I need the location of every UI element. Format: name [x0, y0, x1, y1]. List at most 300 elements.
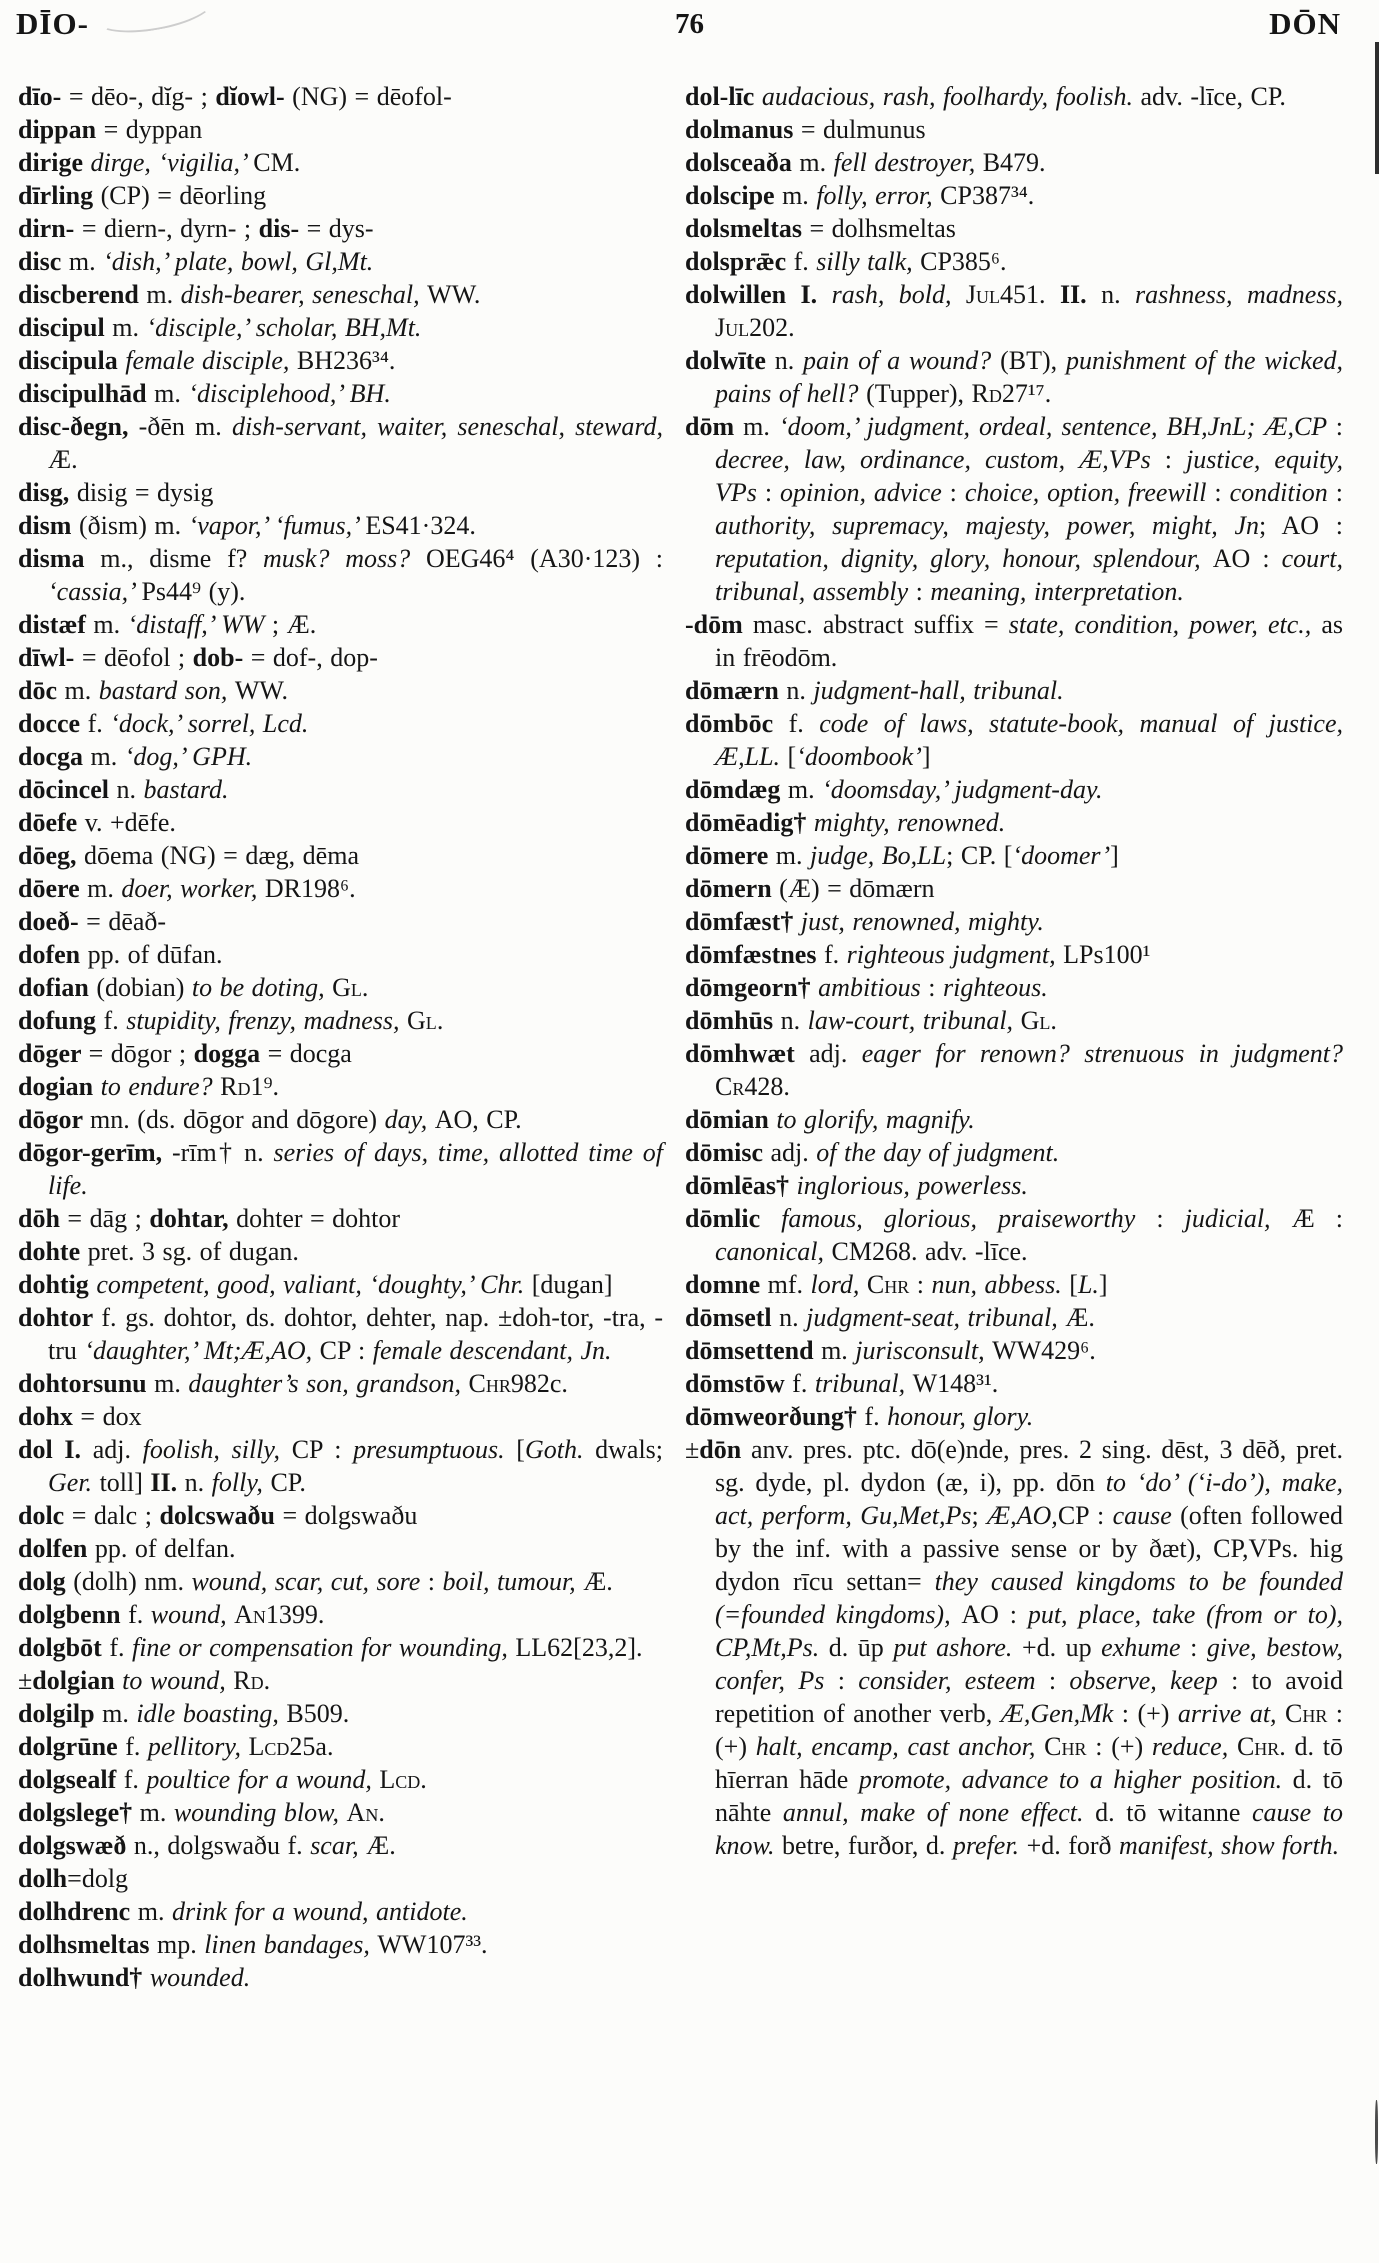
- entry-segment: n.: [1101, 280, 1136, 309]
- entry-segment: dolgsealf: [18, 1765, 124, 1794]
- entry-segment: WW.: [427, 280, 481, 309]
- entry-segment: linen bandages,: [204, 1930, 378, 1959]
- entry-segment: = dalc ;: [71, 1501, 160, 1530]
- entry-segment: to endure?: [100, 1072, 221, 1101]
- entry-segment: n.: [779, 1303, 807, 1332]
- dictionary-entry: [685, 410, 1343, 608]
- entry-segment: dolscipe: [685, 181, 783, 210]
- entry-segment: Jul: [965, 280, 1001, 309]
- entry-segment: CP :: [1057, 1501, 1113, 1530]
- entry-segment: dōmisc: [685, 1138, 771, 1167]
- dictionary-entry: [18, 707, 663, 740]
- entry-segment: dolgilp: [18, 1699, 103, 1728]
- entry-segment: as in frēodōm.: [715, 610, 1343, 672]
- entry-segment: m.: [154, 379, 189, 408]
- entry-segment: dōmstōw: [685, 1369, 793, 1398]
- entry-segment: dirge, ‘vigilia,’: [90, 148, 254, 177]
- dictionary-entry: [18, 905, 663, 938]
- entry-segment: dolgswæð: [18, 1831, 134, 1860]
- entry-segment: (Tupper),: [866, 379, 972, 408]
- dictionary-entry: [18, 1895, 663, 1928]
- entry-segment: wound, scar, cut, sore: [191, 1567, 428, 1596]
- entry-segment: reputation, dignity, glory, honour, splendour,: [715, 544, 1213, 573]
- dictionary-entry: [18, 1598, 663, 1631]
- entry-segment: jurisconsult,: [855, 1336, 993, 1365]
- entry-segment: folly, error,: [816, 181, 941, 210]
- entry-segment: dism: [18, 511, 79, 540]
- dictionary-entry: [18, 1235, 663, 1268]
- text-columns: [18, 80, 1343, 1994]
- entry-segment: give, bestow, confer, Ps: [715, 1633, 1343, 1695]
- dictionary-entry: [685, 1004, 1343, 1037]
- entry-segment: :: [1190, 1633, 1207, 1662]
- dictionary-entry: [685, 938, 1343, 971]
- dictionary-entry: [18, 1136, 663, 1202]
- entry-segment: (dolh) nm.: [73, 1567, 192, 1596]
- entry-segment: n.: [780, 1006, 808, 1035]
- entry-segment: f.: [123, 1765, 147, 1794]
- dictionary-entry: [685, 344, 1343, 410]
- dictionary-entry: [685, 872, 1343, 905]
- entry-segment: dōmhwæt: [685, 1039, 810, 1068]
- entry-segment: wound,: [150, 1600, 235, 1629]
- entry-segment: distæf: [18, 610, 94, 639]
- entry-segment: Rd: [233, 1666, 264, 1695]
- dictionary-entry: [685, 1433, 1343, 1862]
- entry-segment: n.: [116, 775, 144, 804]
- entry-segment: W148³¹.: [912, 1369, 999, 1398]
- entry-segment: domne: [685, 1270, 768, 1299]
- entry-segment: dolhdrenc: [18, 1897, 138, 1926]
- entry-segment: dofen: [18, 940, 88, 969]
- dictionary-entry: [18, 1829, 663, 1862]
- entry-segment: v. +dēfe.: [84, 808, 176, 837]
- dictionary-entry: [18, 1862, 663, 1895]
- right-column: [685, 80, 1343, 1994]
- entry-segment: f.: [128, 1600, 151, 1629]
- entry-segment: ]: [1110, 841, 1119, 870]
- entry-segment: annul, make of none effect.: [782, 1798, 1096, 1827]
- dictionary-entry: [685, 707, 1343, 773]
- dictionary-entry: [685, 1103, 1343, 1136]
- entry-segment: mighty, renowned.: [813, 808, 1006, 837]
- entry-segment: dirige: [18, 148, 91, 177]
- scan-edge-artifact-top: [1375, 42, 1379, 174]
- entry-segment: L.: [1077, 1270, 1099, 1299]
- entry-segment: ‘disciplehood,’ BH.: [188, 379, 391, 408]
- entry-segment: Æ,Gen,Mk: [1000, 1699, 1122, 1728]
- entry-segment: rash, bold,: [831, 280, 966, 309]
- entry-segment: AO :: [1212, 544, 1282, 573]
- entry-segment: dōm: [685, 412, 744, 441]
- entry-segment: m.: [799, 148, 834, 177]
- entry-segment: musk? moss?: [263, 544, 426, 573]
- entry-segment: II.: [150, 1468, 185, 1497]
- dictionary-entry: [18, 1202, 663, 1235]
- entry-segment: court, tribunal, assembly: [715, 544, 1343, 606]
- page-number: 76: [675, 8, 704, 40]
- dictionary-entry: [18, 1433, 663, 1499]
- entry-segment: d. ūp: [828, 1633, 894, 1662]
- entry-segment: n., dolgswaðu f.: [133, 1831, 311, 1860]
- entry-segment: = dēofol ;: [81, 643, 193, 672]
- entry-segment: (CP) = dēorling: [100, 181, 267, 210]
- entry-segment: inglorious, powerless.: [796, 1171, 1028, 1200]
- entry-segment: Æ,AO,: [987, 1501, 1058, 1530]
- entry-segment: = dōgor ;: [88, 1039, 194, 1068]
- entry-segment: dōn: [699, 1435, 751, 1464]
- entry-segment: dolgslege†: [18, 1798, 140, 1827]
- dictionary-entry: [18, 245, 663, 278]
- dictionary-entry: [18, 1763, 663, 1796]
- dictionary-entry: [685, 1268, 1343, 1301]
- entry-segment: dofian: [18, 973, 97, 1002]
- entry-segment: ‘doombook’: [796, 742, 922, 771]
- entry-segment: m.: [64, 676, 99, 705]
- entry-segment: ‘vapor,’ ‘fumus,’: [188, 511, 366, 540]
- entry-segment: 25a.: [289, 1732, 334, 1761]
- entry-segment: doeð-: [18, 907, 87, 936]
- entry-segment: m.: [787, 775, 823, 804]
- entry-segment: dolsprǣc: [685, 247, 794, 276]
- dictionary-entry: [18, 641, 663, 674]
- entry-segment: disg,: [18, 478, 77, 507]
- dictionary-entry: [18, 938, 663, 971]
- entry-segment: observe, keep: [1069, 1666, 1232, 1695]
- dictionary-entry: [18, 1499, 663, 1532]
- entry-segment: dolmanus: [685, 115, 801, 144]
- entry-segment: 451.: [1000, 280, 1060, 309]
- entry-segment: = dēað-: [86, 907, 167, 936]
- entry-segment: Ger.: [48, 1468, 100, 1497]
- dictionary-entry: [18, 1103, 663, 1136]
- entry-segment: f.: [87, 709, 111, 738]
- entry-segment: condition: [1229, 478, 1336, 507]
- entry-segment: nun, abbess.: [931, 1270, 1070, 1299]
- dictionary-entry: [685, 608, 1343, 674]
- dictionary-entry: [18, 1697, 663, 1730]
- entry-segment: ; CP. [: [946, 841, 1013, 870]
- entry-segment: dogian: [18, 1072, 101, 1101]
- entry-segment: dol I.: [18, 1435, 93, 1464]
- entry-segment: = diern-, dyrn- ;: [81, 214, 259, 243]
- entry-segment: bastard son,: [98, 676, 235, 705]
- entry-segment: dolgbenn: [18, 1600, 129, 1629]
- entry-segment: law-court, tribunal,: [807, 1006, 1021, 1035]
- dictionary-entry: [18, 410, 663, 476]
- entry-segment: silly talk,: [816, 247, 921, 276]
- entry-segment: doer, worker,: [121, 874, 265, 903]
- entry-segment: :: [1214, 478, 1230, 507]
- entry-segment: disc-ðegn,: [18, 412, 139, 441]
- entry-segment: -rīm† n.: [171, 1138, 274, 1167]
- entry-segment: famous, glorious, praiseworthy: [781, 1204, 1157, 1233]
- left-column: [18, 80, 663, 1994]
- entry-segment: -ðēn m.: [138, 412, 232, 441]
- dictionary-entry: [685, 146, 1343, 179]
- entry-segment: dōgor-gerīm,: [18, 1138, 172, 1167]
- entry-segment: dogga: [193, 1039, 268, 1068]
- entry-segment: dōmærn: [685, 676, 787, 705]
- entry-segment: :: [427, 1567, 443, 1596]
- entry-segment: dob-: [192, 643, 251, 672]
- entry-segment: dolsmeltas: [685, 214, 810, 243]
- entry-segment: of the day of judgment.: [816, 1138, 1060, 1167]
- entry-segment: stupidity, frenzy, madness,: [126, 1006, 408, 1035]
- entry-segment: dis-: [258, 214, 307, 243]
- entry-segment: ; Æ.: [264, 610, 317, 639]
- entry-segment: dolfen: [18, 1534, 95, 1563]
- entry-segment: dolcswaðu: [159, 1501, 283, 1530]
- entry-segment: : (+): [1086, 1732, 1152, 1761]
- entry-segment: ‘daughter,’ Mt;Æ,AO,: [84, 1336, 320, 1365]
- entry-segment: Æ.: [366, 1831, 396, 1860]
- entry-segment: f.: [792, 1369, 815, 1398]
- entry-segment: .: [378, 1798, 385, 1827]
- entry-segment: Goth.: [524, 1435, 596, 1464]
- entry-segment: dolh: [18, 1864, 68, 1893]
- entry-segment: dōmsetl: [685, 1303, 780, 1332]
- entry-segment: betre, furðor, d.: [781, 1831, 953, 1860]
- entry-segment: dolgrūne: [18, 1732, 126, 1761]
- entry-segment: OEG46⁴ (A30·123) :: [426, 544, 663, 573]
- entry-segment: foolish, silly,: [142, 1435, 292, 1464]
- entry-segment: dōema (NG) = dæg, dēma: [84, 841, 359, 870]
- dictionary-entry: [18, 872, 663, 905]
- entry-segment: .: [420, 1765, 427, 1794]
- dictionary-entry: [685, 80, 1343, 113]
- entry-segment: ±: [685, 1435, 700, 1464]
- entry-segment: = dof-, dop-: [250, 643, 378, 672]
- entry-segment: wounded.: [149, 1963, 251, 1992]
- entry-segment: dīo-: [18, 82, 69, 111]
- entry-segment: dōmlic: [685, 1204, 782, 1233]
- entry-segment: Chr: [1044, 1732, 1087, 1761]
- entry-segment: anv. pres. ptc. dō(e)nde, pres. 2 sing. dēst, 3 dēð, pret. sg. dyde, pl. dydon (æ, i), pp. dōn: [715, 1435, 1343, 1497]
- dictionary-entry: [18, 806, 663, 839]
- entry-segment: dolwillen I.: [685, 280, 832, 309]
- entry-segment: dirn-: [18, 214, 82, 243]
- entry-segment: dōmern: [685, 874, 780, 903]
- entry-segment: dolc: [18, 1501, 72, 1530]
- dictionary-entry: [685, 773, 1343, 806]
- entry-segment: :: [1164, 445, 1186, 474]
- entry-segment: dōmfæstnes: [685, 940, 824, 969]
- entry-segment: ]: [1098, 1270, 1108, 1299]
- entry-segment: Gl: [1020, 1006, 1051, 1035]
- entry-segment: :: [1335, 412, 1343, 441]
- entry-segment: dippan: [18, 115, 104, 144]
- dictionary-entry: [18, 1730, 663, 1763]
- entry-segment: [: [1069, 1270, 1078, 1299]
- entry-segment: rashness, madness,: [1135, 280, 1343, 309]
- entry-segment: discberend: [18, 280, 147, 309]
- entry-segment: dōmfæst†: [685, 907, 801, 936]
- entry-segment: adj.: [809, 1039, 862, 1068]
- dictionary-entry: [685, 674, 1343, 707]
- entry-segment: +d. up: [1021, 1633, 1102, 1662]
- entry-segment: dohtor: [18, 1303, 102, 1332]
- entry-segment: (ðism) m.: [78, 511, 189, 540]
- entry-segment: dōmēadig†: [685, 808, 814, 837]
- entry-segment: discipula: [18, 346, 126, 375]
- entry-segment: Æ.: [48, 445, 78, 474]
- entry-segment: m.: [93, 610, 128, 639]
- entry-segment: decree, law, ordinance, custom, Æ,VPs: [715, 445, 1165, 474]
- entry-segment: cause: [1112, 1501, 1181, 1530]
- entry-segment: lord,: [810, 1270, 867, 1299]
- dictionary-entry: [685, 179, 1343, 212]
- entry-segment: dolhsmeltas: [18, 1930, 157, 1959]
- dictionary-entry: [18, 542, 663, 608]
- dictionary-entry: [18, 1532, 663, 1565]
- entry-segment: dōefe: [18, 808, 85, 837]
- entry-segment: dohtar,: [149, 1204, 237, 1233]
- entry-segment: Ps44⁹ (y).: [141, 577, 246, 606]
- entry-segment: poultice for a wound,: [146, 1765, 380, 1794]
- entry-segment: CP.: [270, 1468, 306, 1497]
- dictionary-entry: [18, 773, 663, 806]
- entry-segment: (dobian): [96, 973, 192, 1002]
- entry-segment: ‘doomsday,’ judgment-day.: [822, 775, 1103, 804]
- entry-segment: = docga: [267, 1039, 352, 1068]
- entry-segment: :: [764, 478, 780, 507]
- entry-segment: mn. (ds. dōgor and dōgore): [90, 1105, 385, 1134]
- entry-segment: prefer.: [952, 1831, 1027, 1860]
- entry-segment: code of laws, statute-book, manual of justice, Æ,LL.: [715, 709, 1343, 771]
- entry-segment: B479.: [982, 148, 1046, 177]
- entry-segment: m.: [139, 1798, 174, 1827]
- entry-segment: Chr: [1285, 1699, 1328, 1728]
- entry-segment: [: [516, 1435, 525, 1464]
- entry-segment: dōcincel: [18, 775, 117, 804]
- entry-segment: dohtig: [18, 1270, 97, 1299]
- entry-segment: CM.: [253, 148, 301, 177]
- dictionary-entry: [18, 278, 663, 311]
- entry-segment: CP387³⁴.: [940, 181, 1035, 210]
- entry-segment: pain of a wound?: [803, 346, 1001, 375]
- entry-segment: eager for renown? strenuous in judgment?: [861, 1039, 1344, 1068]
- entry-segment: An: [234, 1600, 266, 1629]
- entry-segment: idle boasting,: [136, 1699, 287, 1728]
- entry-segment: f.: [109, 1633, 132, 1662]
- entry-segment: .: [1050, 1006, 1057, 1035]
- entry-segment: competent, good, valiant, ‘doughty,’ Chr.: [96, 1270, 532, 1299]
- entry-segment: promote, advance to a higher position.: [858, 1765, 1293, 1794]
- entry-segment: Æ :: [1291, 1204, 1344, 1233]
- entry-segment: 982c.: [510, 1369, 568, 1398]
- dictionary-entry: [685, 1136, 1343, 1169]
- entry-segment: day,: [384, 1105, 435, 1134]
- entry-segment: dohx: [18, 1402, 81, 1431]
- entry-segment: opinion, advice: [780, 478, 950, 507]
- entry-segment: dish-bearer, seneschal,: [180, 280, 428, 309]
- entry-segment: dolwīte: [685, 346, 775, 375]
- entry-segment: mf.: [767, 1270, 811, 1299]
- entry-segment: +d. forð: [1026, 1831, 1120, 1860]
- dictionary-entry: [18, 1961, 663, 1994]
- entry-segment: audacious, rash, foolhardy, foolish.: [761, 82, 1141, 111]
- dictionary-entry: [685, 1400, 1343, 1433]
- entry-segment: n.: [774, 346, 804, 375]
- entry-segment: drink for a wound, antidote.: [171, 1897, 468, 1926]
- entry-segment: choice, option, freewill: [964, 478, 1215, 507]
- entry-segment: LL62[23,2].: [515, 1633, 643, 1662]
- entry-segment: dōmhūs: [685, 1006, 781, 1035]
- entry-segment: Rd: [220, 1072, 251, 1101]
- entry-segment: just, renowned, mighty.: [800, 907, 1044, 936]
- entry-segment: 1399.: [265, 1600, 325, 1629]
- entry-segment: WW.: [234, 676, 289, 705]
- entry-segment: bastard.: [143, 775, 229, 804]
- entry-segment: authority, supremacy, majesty, power, might, Jn: [715, 511, 1260, 540]
- entry-segment: ‘doom,’ judgment, ordeal, sentence, BH,JnL; Æ,CP: [778, 412, 1336, 441]
- dictionary-entry: [18, 1565, 663, 1598]
- entry-segment: B509.: [286, 1699, 350, 1728]
- entry-segment: 1⁹.: [250, 1072, 280, 1101]
- entry-segment: II.: [1059, 280, 1102, 309]
- entry-segment: m.: [137, 1897, 172, 1926]
- dictionary-entry: [18, 212, 663, 245]
- entry-segment: ‘dock,’ sorrel, Lcd.: [110, 709, 309, 738]
- entry-segment: f.: [823, 940, 847, 969]
- entry-segment: ambitious: [818, 973, 929, 1002]
- entry-segment: f.: [864, 1402, 888, 1431]
- entry-segment: f.: [125, 1732, 148, 1761]
- entry-segment: : (+): [715, 1699, 1344, 1761]
- entry-segment: BH236³⁴.: [296, 346, 396, 375]
- dictionary-entry: [18, 179, 663, 212]
- entry-segment: dōmdæg: [685, 775, 788, 804]
- dictionary-entry: [685, 1037, 1343, 1103]
- entry-segment: dohte: [18, 1237, 88, 1266]
- dictionary-entry: [685, 1334, 1343, 1367]
- entry-segment: = dāg ;: [67, 1204, 150, 1233]
- entry-segment: ‘doomer’: [1012, 841, 1111, 870]
- entry-segment: righteous.: [942, 973, 1048, 1002]
- entry-segment: AO :: [961, 1600, 1028, 1629]
- entry-segment: dolg: [18, 1567, 74, 1596]
- entry-segment: :: [837, 1666, 859, 1695]
- entry-segment: to be doting,: [191, 973, 333, 1002]
- entry-segment: m.: [102, 1699, 137, 1728]
- entry-segment: dōmsettend: [685, 1336, 822, 1365]
- dictionary-entry: [18, 1664, 663, 1697]
- entry-segment: Æ.: [1065, 1303, 1095, 1332]
- entry-segment: dōgor: [18, 1105, 91, 1134]
- entry-segment: m.: [775, 841, 811, 870]
- dictionary-entry: [18, 311, 663, 344]
- entry-segment: Chr: [1236, 1732, 1280, 1761]
- dictionary-entry: [18, 1070, 663, 1103]
- dictionary-entry: [685, 971, 1343, 1004]
- entry-segment: [dugan]: [531, 1270, 613, 1299]
- dictionary-entry: [18, 113, 663, 146]
- dictionary-entry: [18, 1367, 663, 1400]
- entry-segment: adv. -līce, CP.: [1140, 82, 1286, 111]
- entry-segment: scar,: [310, 1831, 367, 1860]
- entry-segment: 428.: [744, 1072, 790, 1101]
- entry-segment: :: [949, 478, 965, 507]
- dictionary-entry: [685, 905, 1343, 938]
- entry-segment: .: [436, 1006, 444, 1035]
- entry-segment: cause to know.: [715, 1798, 1343, 1860]
- dictionary-entry: [685, 212, 1343, 245]
- entry-segment: ±: [18, 1666, 33, 1695]
- entry-segment: fell destroyer,: [833, 148, 983, 177]
- entry-segment: exhume: [1101, 1633, 1191, 1662]
- entry-segment: n.: [184, 1468, 212, 1497]
